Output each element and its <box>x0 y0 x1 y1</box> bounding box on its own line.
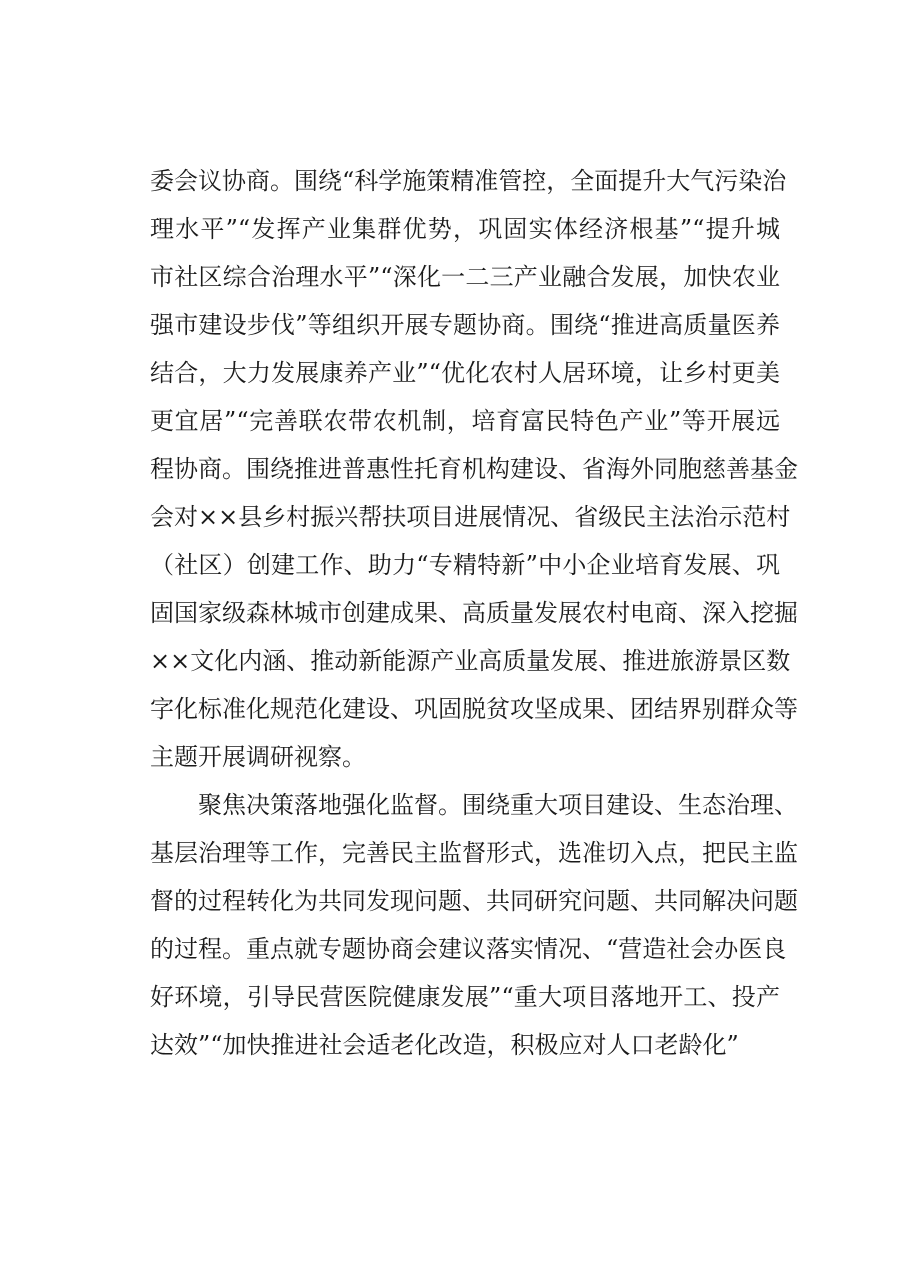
paragraph-1-line-6: 更宜居”“完善联农带农机制，培育富民特色产业”等开展远 <box>150 407 780 435</box>
paragraph-1-line-4: 强市建设步伐”等组织开展专题协商。围绕“推进高质量医养 <box>150 311 780 339</box>
paragraph-1-line-5: 结合，大力发展康养产业”“优化农村人居环境，让乡村更美 <box>150 359 780 387</box>
paragraph-2-line-5: 好环境，引导民营医院健康发展”“重大项目落地开工、投产 <box>150 983 780 1011</box>
paragraph-1-line-13: 主题开展调研视察。 <box>150 743 366 771</box>
paragraph-1-line-12: 字化标准化规范化建设、巩固脱贫攻坚成果、团结界别群众等 <box>150 695 798 723</box>
paragraph-1-line-10: 固国家级森林城市创建成果、高质量发展农村电商、深入挖掘 <box>150 599 798 627</box>
paragraph-2-line-4: 的过程。重点就专题协商会建议落实情况、“营造社会办医良 <box>150 935 787 963</box>
paragraph-1-line-2: 理水平”“发挥产业集群优势，巩固实体经济根基”“提升城 <box>150 215 780 243</box>
paragraph-1-line-11: ××文化内涵、推动新能源产业高质量发展、推进旅游景区数 <box>150 647 791 675</box>
paragraph-2-line-2: 基层治理等工作，完善民主监督形式，选准切入点，把民主监 <box>150 839 798 867</box>
paragraph-1-line-1: 委会议协商。围绕“科学施策精准管控，全面提升大气污染治 <box>150 167 787 195</box>
paragraph-2-line-6: 达效”“加快推进社会适老化改造，积极应对人口老龄化” <box>150 1031 739 1059</box>
paragraph-1-line-8: 会对××县乡村振兴帮扶项目进展情况、省级民主法治示范村 <box>150 503 791 531</box>
paragraph-2-line-1: 聚焦决策落地强化监督。围绕重大项目建设、生态治理、 <box>198 791 798 819</box>
paragraph-1-line-7: 程协商。围绕推进普惠性托育机构建设、省海外同胞慈善基金 <box>150 455 798 483</box>
paragraph-2-line-3: 督的过程转化为共同发现问题、共同研究问题、共同解决问题 <box>150 887 798 915</box>
paragraph-1-line-3: 市社区综合治理水平”“深化一二三产业融合发展，加快农业 <box>150 263 780 291</box>
paragraph-1-line-9: （社区）创建工作、助力“专精特新”中小企业培育发展、巩 <box>150 551 780 579</box>
